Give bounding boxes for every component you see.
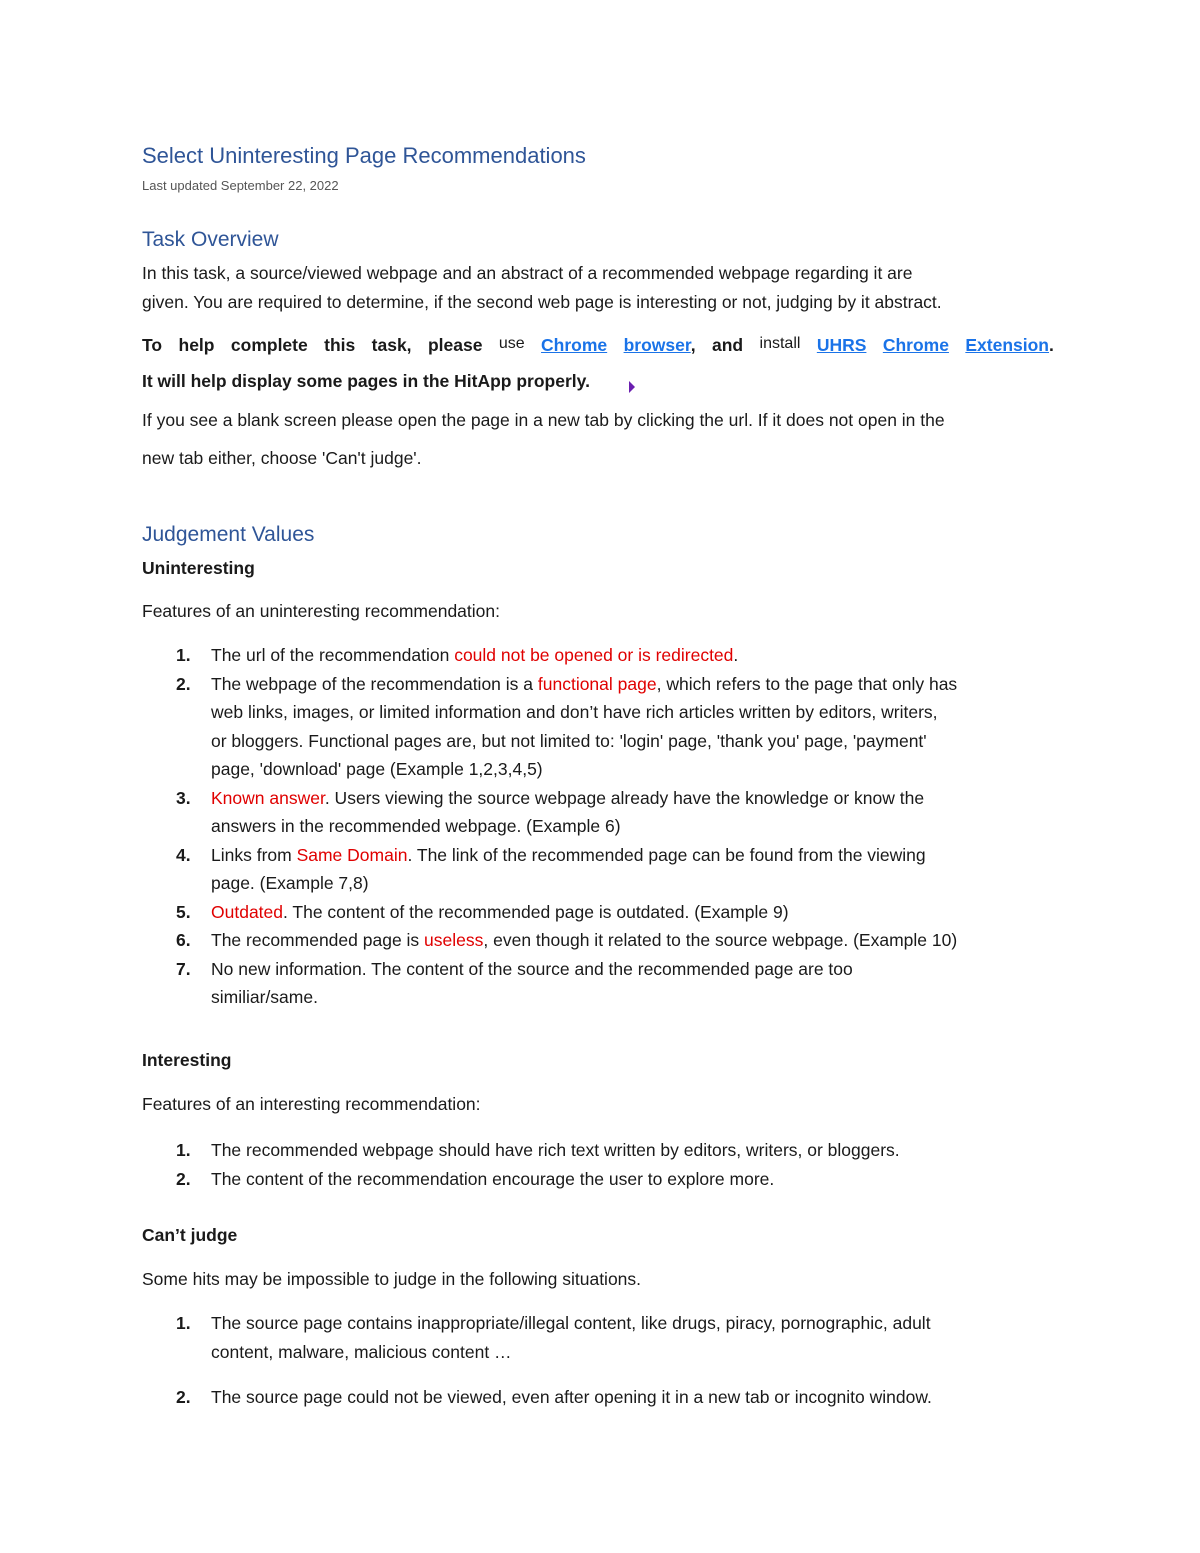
help-line-2: It will help display some pages in the HitApp properly. bbox=[142, 371, 590, 391]
list-item bbox=[142, 641, 1062, 670]
list-number: 3. bbox=[176, 787, 191, 808]
comma: , bbox=[690, 335, 696, 355]
uninteresting-heading: Uninteresting bbox=[142, 558, 255, 578]
uhrs-extension-link-group bbox=[965, 335, 1054, 356]
list-item bbox=[142, 955, 1062, 1012]
chrome-browser-link[interactable]: browser bbox=[623, 335, 691, 355]
uninteresting-list bbox=[142, 641, 1062, 1012]
item-text: The recommended webpage should have rich text written by editors, writers, or bloggers. bbox=[211, 1140, 900, 1160]
help-word: To bbox=[142, 335, 163, 355]
cant-judge-intro: Some hits may be impossible to judge in the following situations. bbox=[142, 1269, 642, 1289]
list-item bbox=[142, 1136, 1062, 1165]
highlight-text: Same Domain bbox=[296, 844, 408, 865]
list-item bbox=[142, 898, 1062, 927]
help-word: help bbox=[178, 335, 215, 355]
help-word: task, bbox=[371, 335, 412, 355]
cant-judge-heading: Can’t judge bbox=[142, 1225, 238, 1245]
item-text: content, malware, malicious content … bbox=[211, 1341, 512, 1362]
item-text: The recommended page is bbox=[211, 930, 425, 950]
help-word: this bbox=[324, 335, 356, 355]
highlight-text: functional page bbox=[537, 673, 657, 694]
list-item bbox=[142, 841, 1062, 898]
item-text: , which refers to the page that only has bbox=[656, 673, 958, 694]
list-number: 2. bbox=[176, 1168, 191, 1189]
item-text: similiar/same. bbox=[211, 987, 318, 1007]
last-updated: Last updated September 22, 2022 bbox=[142, 178, 339, 193]
period: . bbox=[1049, 335, 1054, 355]
list-number: 2. bbox=[176, 1387, 191, 1407]
item-text: The content of the recommendation encourage the user to explore more. bbox=[211, 1168, 775, 1189]
item-text: No new information. The content of the source and the recommended page are too bbox=[211, 958, 853, 979]
cant-judge-list bbox=[142, 1309, 1062, 1366]
item-text: . The content of the recommended page is outdated. (Example 9) bbox=[283, 901, 789, 922]
interesting-heading: Interesting bbox=[142, 1050, 232, 1070]
intro-line-2: given. You are required to determine, if the second web page is interesting or not, judging by it abstract. bbox=[142, 292, 942, 312]
chrome-browser-link[interactable]: Chrome bbox=[541, 335, 608, 355]
chrome-browser-link-group bbox=[624, 335, 696, 356]
list-number: 4. bbox=[176, 844, 191, 865]
highlight-text: could not be opened or is redirected bbox=[454, 645, 734, 665]
list-item bbox=[142, 1309, 1062, 1366]
item-text: , even though it related to the source webpage. (Example 10) bbox=[483, 930, 958, 950]
page-title: Select Uninteresting Page Recommendations bbox=[142, 143, 586, 168]
help-instructions bbox=[142, 335, 1054, 356]
item-text: web links, images, or limited information and don’t have rich articles written by editors, writers, bbox=[211, 702, 938, 722]
highlight-text: Known answer bbox=[211, 787, 325, 808]
item-text: answers in the recommended webpage. (Example 6) bbox=[211, 816, 621, 836]
list-item bbox=[142, 1383, 1062, 1412]
item-text: or bloggers. Functional pages are, but not limited to: 'login' page, 'thank you' page, 'payment' bbox=[211, 730, 927, 751]
item-text: The source page contains inappropriate/illegal content, like drugs, piracy, pornographic, adult bbox=[211, 1313, 931, 1333]
cursor-icon bbox=[629, 381, 635, 393]
uhrs-extension-link[interactable]: Chrome bbox=[882, 335, 949, 355]
help-word: please bbox=[427, 335, 483, 355]
help-word: install bbox=[759, 335, 801, 352]
item-text: The url of the recommendation bbox=[211, 645, 455, 665]
task-overview-heading: Task Overview bbox=[142, 228, 279, 251]
list-number: 2. bbox=[176, 673, 191, 694]
list-item bbox=[142, 784, 1062, 841]
highlight-text: Outdated bbox=[211, 901, 283, 922]
uhrs-extension-link[interactable]: Extension bbox=[965, 335, 1049, 355]
item-text: The webpage of the recommendation is a bbox=[211, 673, 538, 694]
list-item bbox=[142, 926, 1062, 955]
item-text: page. (Example 7,8) bbox=[211, 873, 369, 893]
item-text: . Users viewing the source webpage already have the knowledge or know the bbox=[324, 787, 925, 808]
intro-line-1: In this task, a source/viewed webpage and an abstract of a recommended webpage regarding it are bbox=[142, 263, 913, 283]
uhrs-extension-link[interactable]: UHRS bbox=[816, 335, 867, 355]
interesting-features-label: Features of an interesting recommendation: bbox=[142, 1094, 481, 1114]
highlight-text: useless bbox=[424, 930, 484, 950]
judgement-values-heading: Judgement Values bbox=[142, 523, 315, 546]
blank-screen-line-1: If you see a blank screen please open the page in a new tab by clicking the url. If it does not open in the bbox=[142, 410, 945, 430]
list-item bbox=[142, 1165, 1062, 1194]
help-word: complete bbox=[230, 335, 308, 355]
list-number: 6. bbox=[176, 930, 191, 950]
list-number: 5. bbox=[176, 901, 191, 922]
item-text: Links from bbox=[211, 844, 297, 865]
item-text: The source page could not be viewed, even after opening it in a new tab or incognito window. bbox=[211, 1387, 932, 1407]
list-number: 1. bbox=[176, 645, 191, 665]
cant-judge-list-cont bbox=[142, 1383, 1062, 1412]
item-text: . The link of the recommended page can be found from the viewing bbox=[407, 844, 926, 865]
help-word: use bbox=[498, 335, 525, 352]
list-number: 7. bbox=[176, 958, 191, 979]
help-word: and bbox=[711, 335, 744, 355]
interesting-list bbox=[142, 1136, 1062, 1193]
item-text: page, 'download' page (Example 1,2,3,4,5) bbox=[211, 759, 543, 779]
blank-screen-line-2: new tab either, choose 'Can't judge'. bbox=[142, 448, 422, 468]
uninteresting-features-label: Features of an uninteresting recommendation: bbox=[142, 601, 500, 621]
list-item bbox=[142, 670, 1062, 784]
item-text: . bbox=[733, 645, 739, 665]
list-number: 1. bbox=[176, 1313, 191, 1333]
list-number: 1. bbox=[176, 1140, 191, 1160]
